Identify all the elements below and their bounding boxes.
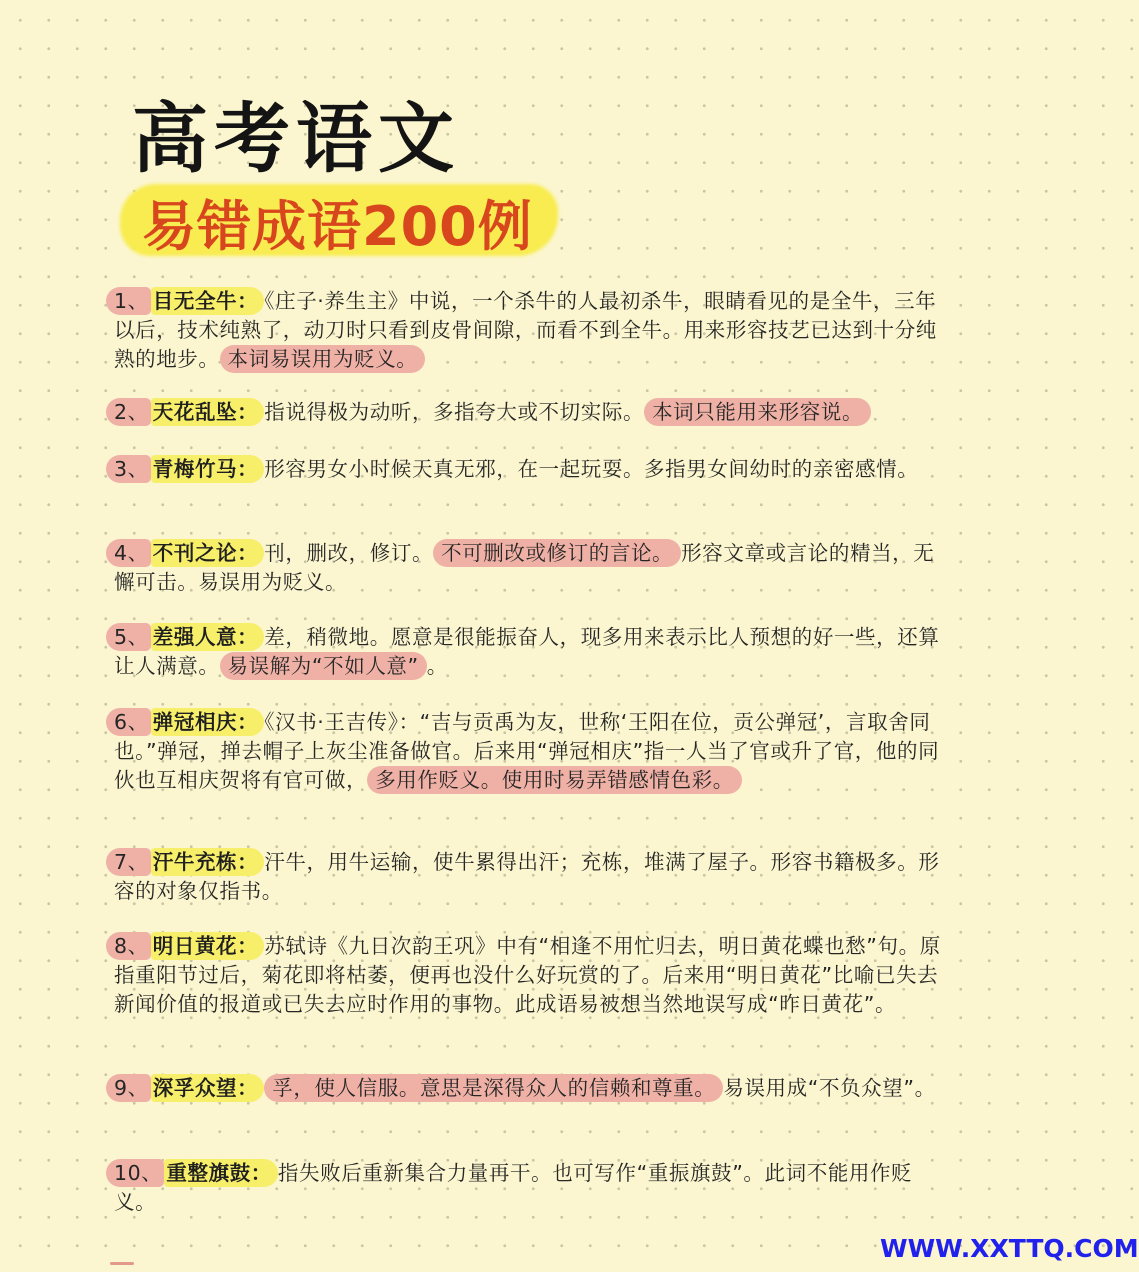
entry-text: 指失败后重新集合力量再干。也可写作“重振旗鼓”。此词不能用作贬义。	[114, 1161, 913, 1214]
idiom-term: 明日黄花：	[151, 932, 265, 960]
entry-text: 刊，删改，修订。	[264, 541, 434, 565]
idiom-entry-2	[114, 398, 954, 427]
entry-text: 形容文章或言论的精当，无懈可击。易误用为贬义。	[114, 541, 935, 594]
idiom-term: 青梅竹马：	[151, 455, 265, 483]
entry-number: 5、	[106, 623, 151, 651]
idiom-term: 弹冠相庆：	[151, 708, 265, 736]
entry-text: 指说得极为动听，多指夸大或不切实际。	[264, 400, 645, 424]
decorative-mark	[110, 1262, 134, 1265]
entry-text: 苏轼诗《九日次韵王巩》中有“相逢不用忙归去，明日黄花蝶也愁”句。原指重阳节过后，菊花即将枯萎，便再也没什么好玩赏的了。后来用“明日黄花”比喻已失去新闻价值的报道或已失去应时作用的事物。此成语易被想当然地误写成“昨日黄花”。	[114, 934, 941, 1016]
entry-note-highlight: 不可删改或修订的言论。	[433, 539, 681, 567]
idiom-entry-10	[114, 1159, 954, 1217]
idiom-term: 深孚众望：	[151, 1074, 265, 1102]
entry-text: 《庄子·养生主》中说，一个杀牛的人最初杀牛，眼睛看见的是全牛，三年以后，技术纯熟了，动刀时只看到皮骨间隙，而看不到全牛。用来形容技艺已达到十分纯熟的地步。	[114, 289, 937, 371]
idiom-entry-3	[114, 455, 954, 484]
idiom-entry-8	[114, 932, 954, 1019]
entry-note-highlight: 多用作贬义。使用时易弄错感情色彩。	[367, 766, 742, 794]
entry-note-highlight: 易误解为“不如人意”	[220, 652, 427, 680]
idiom-entry-1	[114, 287, 954, 374]
site-watermark: WWW.XXTTQ.COM	[880, 1234, 1139, 1263]
entry-number: 9、	[106, 1074, 151, 1102]
idiom-term: 差强人意：	[151, 623, 265, 651]
entry-number: 2、	[106, 398, 151, 426]
entry-number: 4、	[106, 539, 151, 567]
idiom-entry-6	[114, 708, 954, 795]
entry-text: 汗牛，用牛运输，使牛累得出汗；充栋，堆满了屋子。形容书籍极多。形容的对象仅指书。	[114, 850, 940, 903]
idiom-entry-4	[114, 539, 954, 597]
idiom-term: 目无全牛：	[151, 287, 265, 315]
idiom-entry-5	[114, 623, 954, 681]
entry-number: 7、	[106, 848, 151, 876]
page-subtitle: 易错成语200例	[142, 195, 533, 258]
entry-number: 8、	[106, 932, 151, 960]
entry-note-highlight: 孚，使人信服。意思是深得众人的信赖和尊重。	[264, 1074, 723, 1102]
entry-note-highlight: 本词易误用为贬义。	[220, 345, 426, 373]
idiom-term: 不刊之论：	[151, 539, 265, 567]
entry-number: 10、	[106, 1159, 164, 1187]
idiom-term: 天花乱坠：	[151, 398, 265, 426]
idiom-entry-7	[114, 848, 954, 906]
entry-text: 易误用成“不负众望”。	[723, 1076, 936, 1100]
entry-number: 1、	[106, 287, 151, 315]
idiom-entry-9	[114, 1074, 954, 1103]
idiom-term: 汗牛充栋：	[151, 848, 265, 876]
entry-text: 。	[426, 654, 448, 678]
entry-number: 3、	[106, 455, 151, 483]
entry-note-highlight: 本词只能用来形容说。	[644, 398, 871, 426]
entry-text: 差，稍微地。愿意是很能振奋人，现多用来表示比人预想的好一些，还算让人满意。	[114, 625, 940, 678]
idiom-term: 重整旗鼓：	[164, 1159, 278, 1187]
entry-number: 6、	[106, 708, 151, 736]
entry-text: 形容男女小时候天真无邪，在一起玩耍。多指男女间幼时的亲密感情。	[264, 457, 919, 481]
entry-text: 《汉书·王吉传》：“吉与贡禹为友，世称‘王阳在位，贡公弹冠’，言取舍同也。”弹冠，掸去帽子上灰尘准备做官。后来用“弹冠相庆”指一人当了官或升了官，他的同伙也互相庆贺将有官可做，	[114, 710, 940, 792]
page-title: 高考语文	[132, 94, 460, 183]
